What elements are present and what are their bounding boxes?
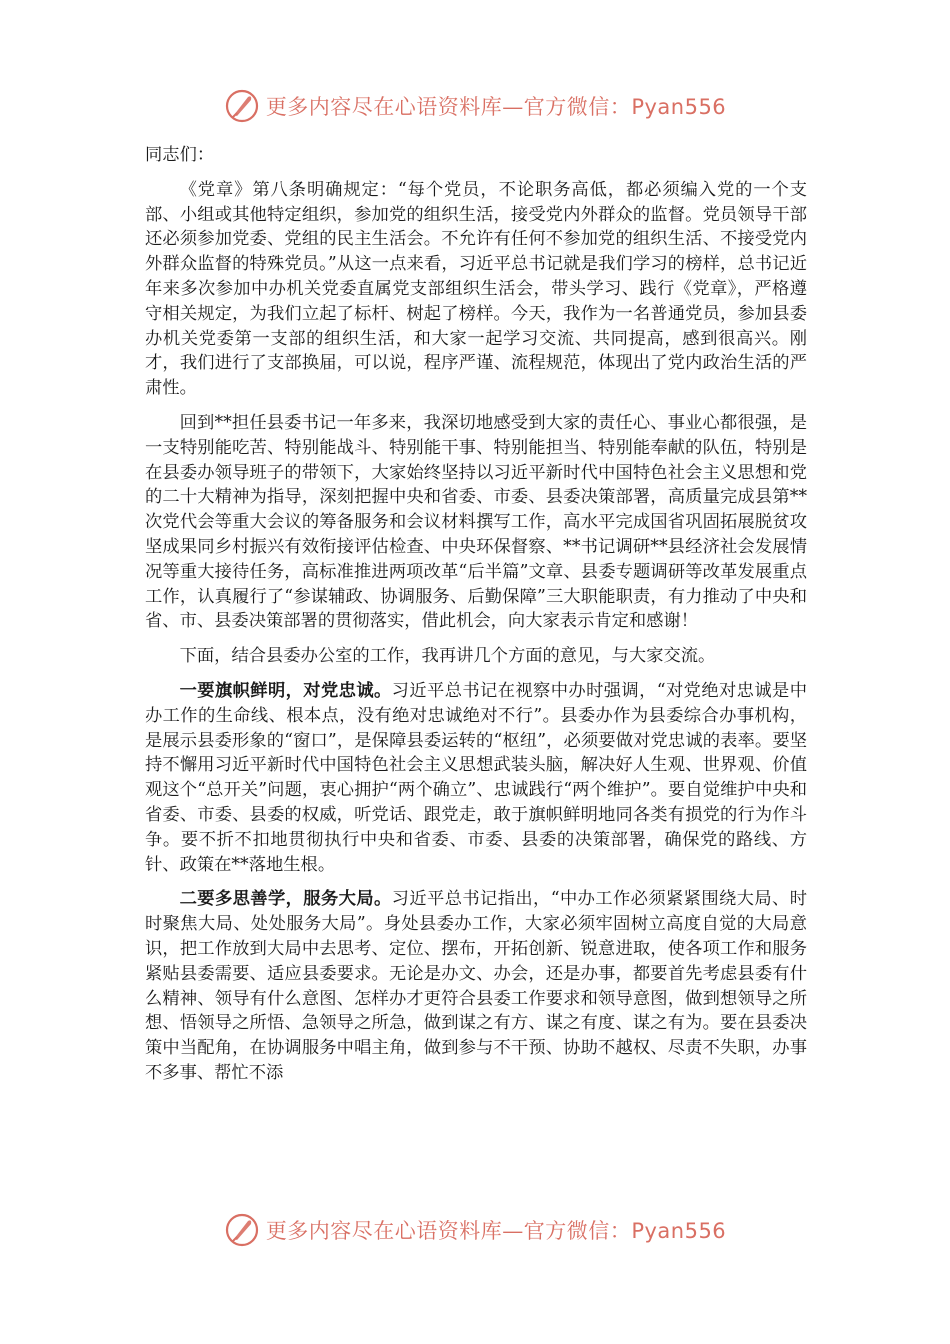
- watermark-banner-top: [0, 86, 950, 126]
- paragraph-1: 《党章》第八条明确规定：“每个党员，不论职务高低，都必须编入党的一个支部、小组或其他特定组织，参加党的组织生活，接受党内外群众的监督。党员领导干部还必须参加党委、党组的民主生活会。不允许有任何不参加党的组织生活、不接受党内外群众监督的特殊党员。”从这一点来看，习近平总书记就是我们学习的榜样，总书记近年来多次参加中办机关党委直属党支部组织生活会，带头学习、践行《党章》，严格遵守相关规定，为我们立起了标杆、树起了榜样。今天，我作为一名普通党员，参加县委办机关党委第一支部的组织生活，和大家一起学习交流、共同提高，感到很高兴。刚才，我们进行了支部换届，可以说，程序严谨、流程规范，体现出了党内政治生活的严肃性。: [145, 179, 807, 399]
- section-heading-1: 一要旗帜鲜明，对党忠诚。: [179, 680, 392, 701]
- paragraph-3: 下面，结合县委办公室的工作，我再讲几个方面的意见，与大家交流。: [179, 646, 716, 667]
- greeting: 同志们：: [145, 145, 215, 165]
- document-body: [145, 143, 807, 1096]
- quill-pen-logo-icon: [224, 1212, 260, 1248]
- watermark-banner-bottom: [0, 1210, 950, 1250]
- paragraph-5: 二要多思善学，服务大局。习近平总书记指出，“中办工作必须紧紧围绕大局、时时聚焦大局、处处服务大局”。身处县委办工作，大家必须牢固树立高度自觉的大局意识，把工作放到大局中去思考、定位、摆布，开拓创新、锐意进取，使各项工作和服务紧贴县委需要、适应县委要求。无论是办文、办会，还是办事，都要首先考虑县委有什么精神、领导有什么意图、怎样办才更符合县委工作要求和领导意图，做到想领导之所想、悟领导之所悟、急领导之所急，做到谋之有方、谋之有度、谋之有为。要在县委决策中当配角，在协调服务中唱主角，做到参与不干预、协助不越权、尽责不失职，办事不多事、帮忙不添: [145, 889, 807, 1083]
- watermark-text: 更多内容尽在心语资料库—官方微信：Pyan556: [265, 95, 727, 119]
- quill-pen-logo-icon: [224, 88, 260, 124]
- paragraph-4: 一要旗帜鲜明，对党忠诚。习近平总书记在视察中办时强调，“对党绝对忠诚是中办工作的生命线、根本点，没有绝对忠诚绝对不行”。县委办作为县委综合办事机构，是展示县委形象的“窗口”，是保障县委运转的“枢纽”，必须要做对党忠诚的表率。要坚持不懈用习近平新时代中国特色社会主义思想武装头脑，解决好人生观、世界观、价值观这个“总开关”问题，衷心拥护“两个确立”、忠诚践行“两个维护”。要自觉维护中央和省委、市委、县委的权威，听党话、跟党走，敢于旗帜鲜明地同各类有损党的行为作斗争。要不折不扣地贯彻执行中央和省委、市委、县委的决策部署，确保党的路线、方针、政策在**落地生根。: [145, 680, 807, 875]
- watermark-text: 更多内容尽在心语资料库—官方微信：Pyan556: [265, 1219, 727, 1243]
- section-heading-2: 二要多思善学，服务大局。: [179, 889, 392, 910]
- paragraph-2: 回到**担任县委书记一年多来，我深切地感受到大家的责任心、事业心都很强，是一支特别能吃苦、特别能战斗、特别能干事、特别能担当、特别能奉献的队伍，特别是在县委办领导班子的带领下，大家始终坚持以习近平新时代中国特色社会主义思想和党的二十大精神为指导，深刻把握中央和省委、市委、县委决策部署，高质量完成县第**次党代会等重大会议的筹备服务和会议材料撰写工作，高水平完成国省巩固拓展脱贫攻坚成果同乡村振兴有效衔接评估检查、中央环保督察、**书记调研**县经济社会发展情况等重大接待任务，高标准推进两项改革“后半篇”文章、县委专题调研等改革发展重点工作，认真履行了“参谋辅政、协调服务、后勤保障”三大职能职责，有力推动了中央和省、市、县委决策部署的贯彻落实，借此机会，向大家表示肯定和感谢！: [145, 412, 807, 632]
